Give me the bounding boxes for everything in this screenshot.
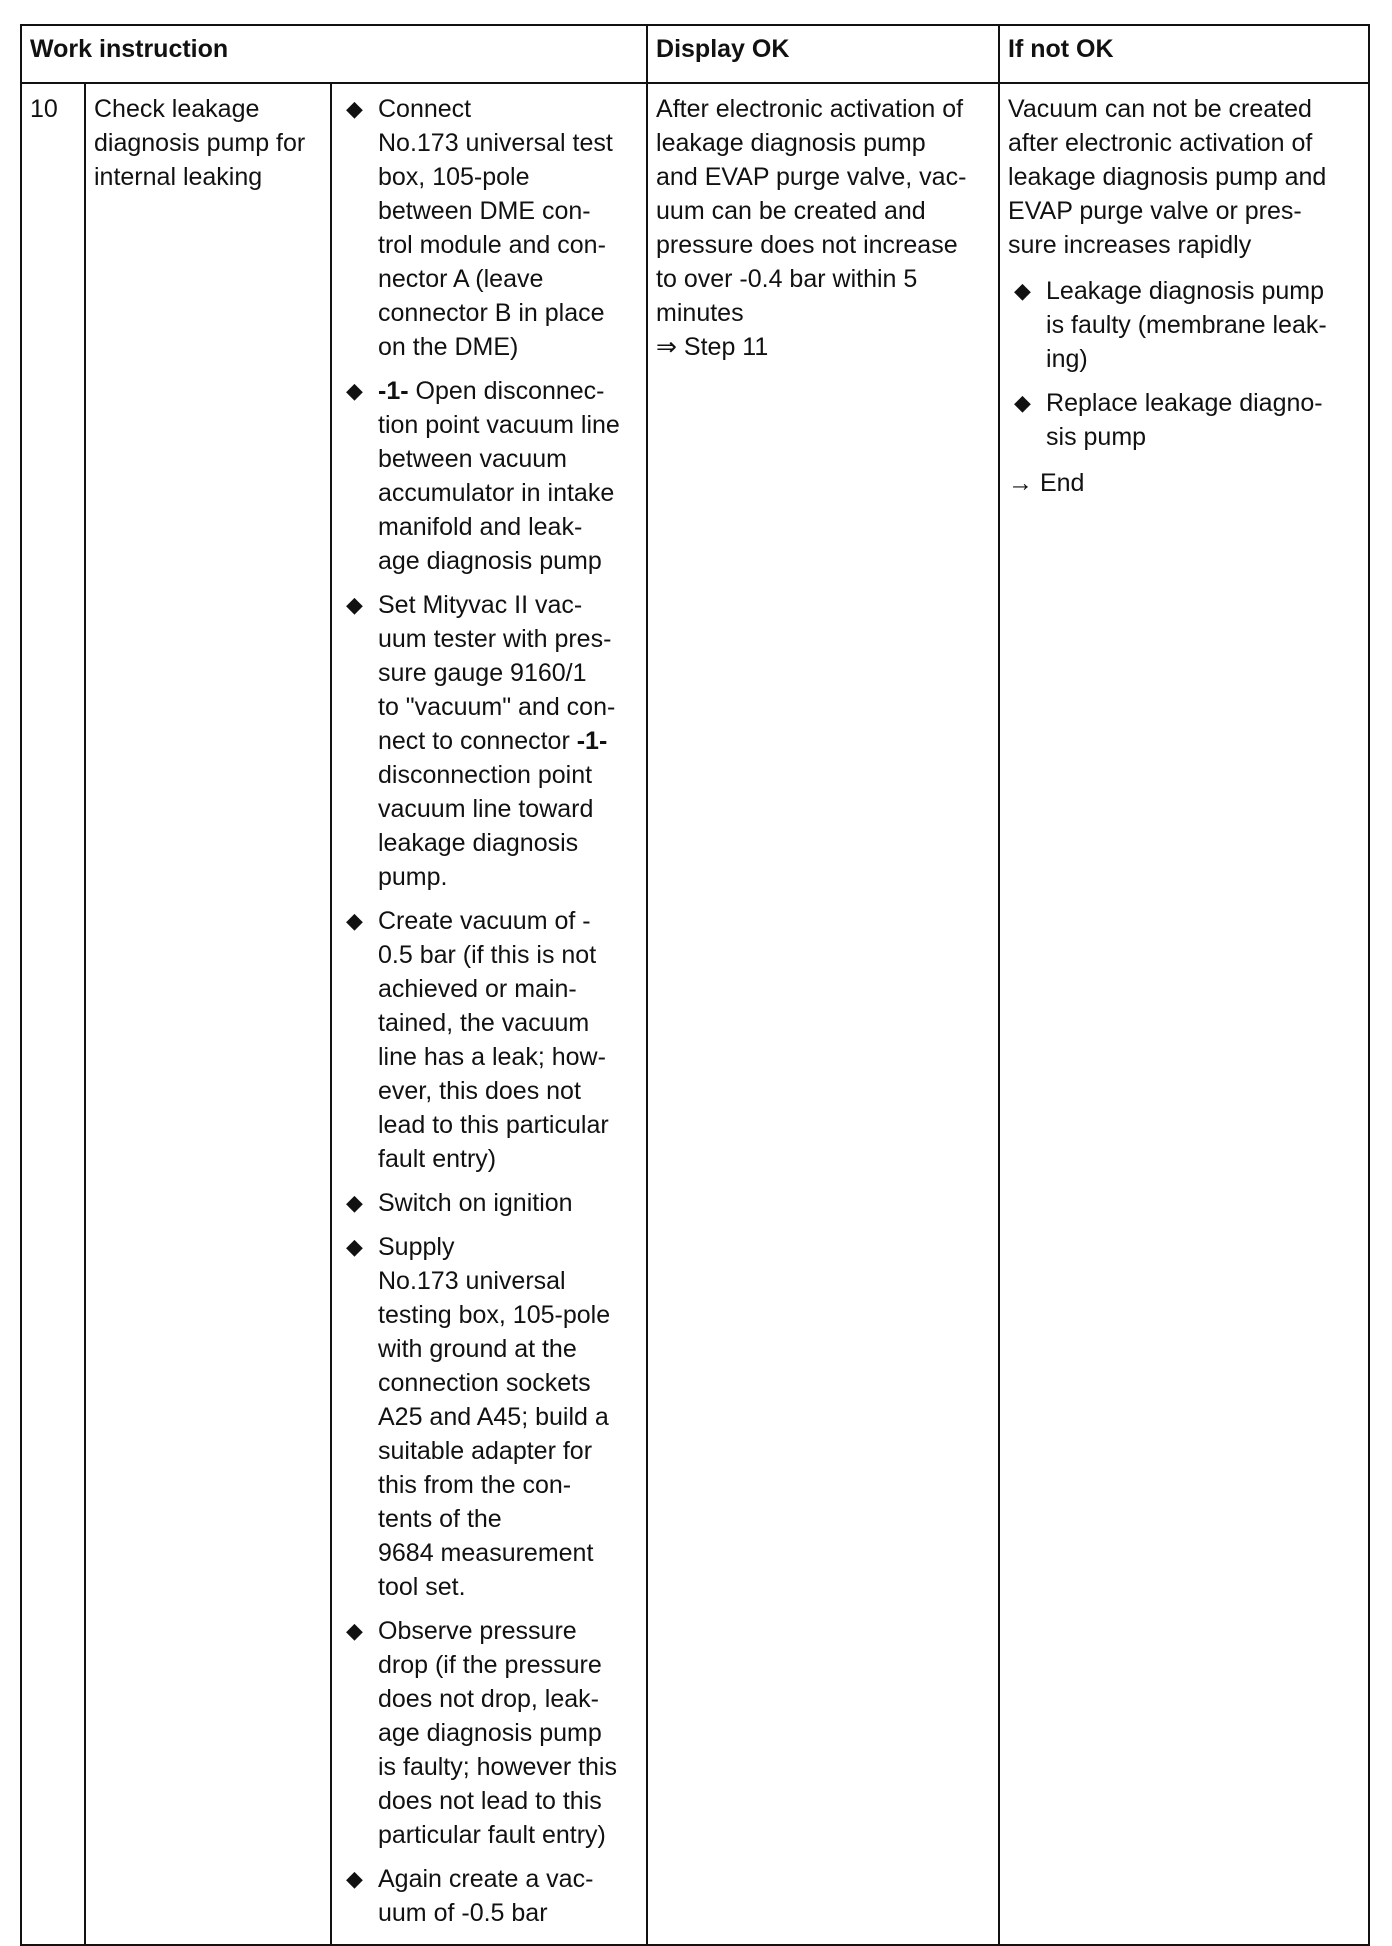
diamond-bullet-icon: ◆: [346, 1190, 363, 1215]
if-not-ok-cell: [999, 83, 1369, 1945]
list-item: [1008, 274, 1360, 376]
table-header-row: [21, 25, 1369, 83]
header-if-not-ok: If not OK: [999, 25, 1369, 83]
step-number: 10: [21, 83, 85, 1945]
list-item: [340, 1614, 638, 1852]
instruction-text: -1- Open disconnec- tion point vacuum line between vacuum accumulator in intake manifold and leak- age diagnosis pump: [378, 377, 620, 575]
instruction-cell: [331, 83, 647, 1945]
diamond-bullet-icon: ◆: [1014, 390, 1031, 415]
list-item: [1008, 386, 1360, 454]
instruction-text: Observe pressure drop (if the pressure does not drop, leak- age diagnosis pump is faulty; however this does not lead to this particular fault entry): [378, 1617, 617, 1849]
instruction-text: Switch on ignition: [378, 1189, 573, 1217]
diamond-bullet-icon: ◆: [346, 592, 363, 617]
list-item: [340, 1862, 638, 1930]
instruction-text: Create vacuum of - 0.5 bar (if this is not achieved or main- tained, the vacuum line has a leak; how- ever, this does not lead to this particular fault entry): [378, 907, 609, 1173]
display-ok-cell: After electronic activation of leakage diagnosis pump and EVAP purge valve, vac- uum can be created and pressure does not increase to over -0.4 bar within 5 minutes ⇒ Step 11: [647, 83, 999, 1945]
remedy-list: [1008, 274, 1360, 454]
header-display-ok: Display OK: [647, 25, 999, 83]
list-item: [340, 588, 638, 894]
diamond-bullet-icon: ◆: [346, 1866, 363, 1891]
diamond-bullet-icon: ◆: [346, 96, 363, 121]
instruction-text: Connect No.173 universal test box, 105-pole between DME con- trol module and con- nector A (leave connector B in place on the DME): [378, 95, 613, 361]
remedy-text: Leakage diagnosis pump is faulty (membrane leak- ing): [1046, 277, 1327, 373]
header-work-instruction: Work instruction: [21, 25, 647, 83]
diamond-bullet-icon: ◆: [346, 1618, 363, 1643]
table-row: [21, 83, 1369, 1945]
diamond-bullet-icon: ◆: [1014, 278, 1031, 303]
diamond-bullet-icon: ◆: [346, 378, 363, 403]
fault-description: Vacuum can not be created after electronic activation of leakage diagnosis pump and EVAP purge valve or pres- sure increases rapidly: [1008, 95, 1327, 259]
remedy-text: Replace leakage diagno- sis pump: [1046, 389, 1323, 451]
step-title: Check leakage diagnosis pump for internal leaking: [85, 83, 331, 1945]
list-item: [340, 1186, 638, 1220]
diamond-bullet-icon: ◆: [346, 1234, 363, 1259]
instruction-text: Set Mityvac II vac- uum tester with pres- sure gauge 9160/1 to "vacuum" and con- nect to connector -1- disconnection point vacuum line toward leakage diagnosis pump.: [378, 591, 616, 891]
instruction-text: Again create a vac- uum of -0.5 bar: [378, 1865, 594, 1927]
instruction-text: Supply No.173 universal testing box, 105-pole with ground at the connection sockets A25 and A45; build a suitable adapter for this from the con- tents of the 9684 measurement tool set.: [378, 1233, 611, 1601]
instruction-list: [340, 92, 638, 1930]
list-item: [340, 904, 638, 1176]
list-item: [340, 374, 638, 578]
diamond-bullet-icon: ◆: [346, 908, 363, 933]
list-item: [340, 92, 638, 364]
end-marker: → End: [1008, 469, 1085, 497]
list-item: [340, 1230, 638, 1604]
work-instruction-table: [20, 24, 1370, 1946]
